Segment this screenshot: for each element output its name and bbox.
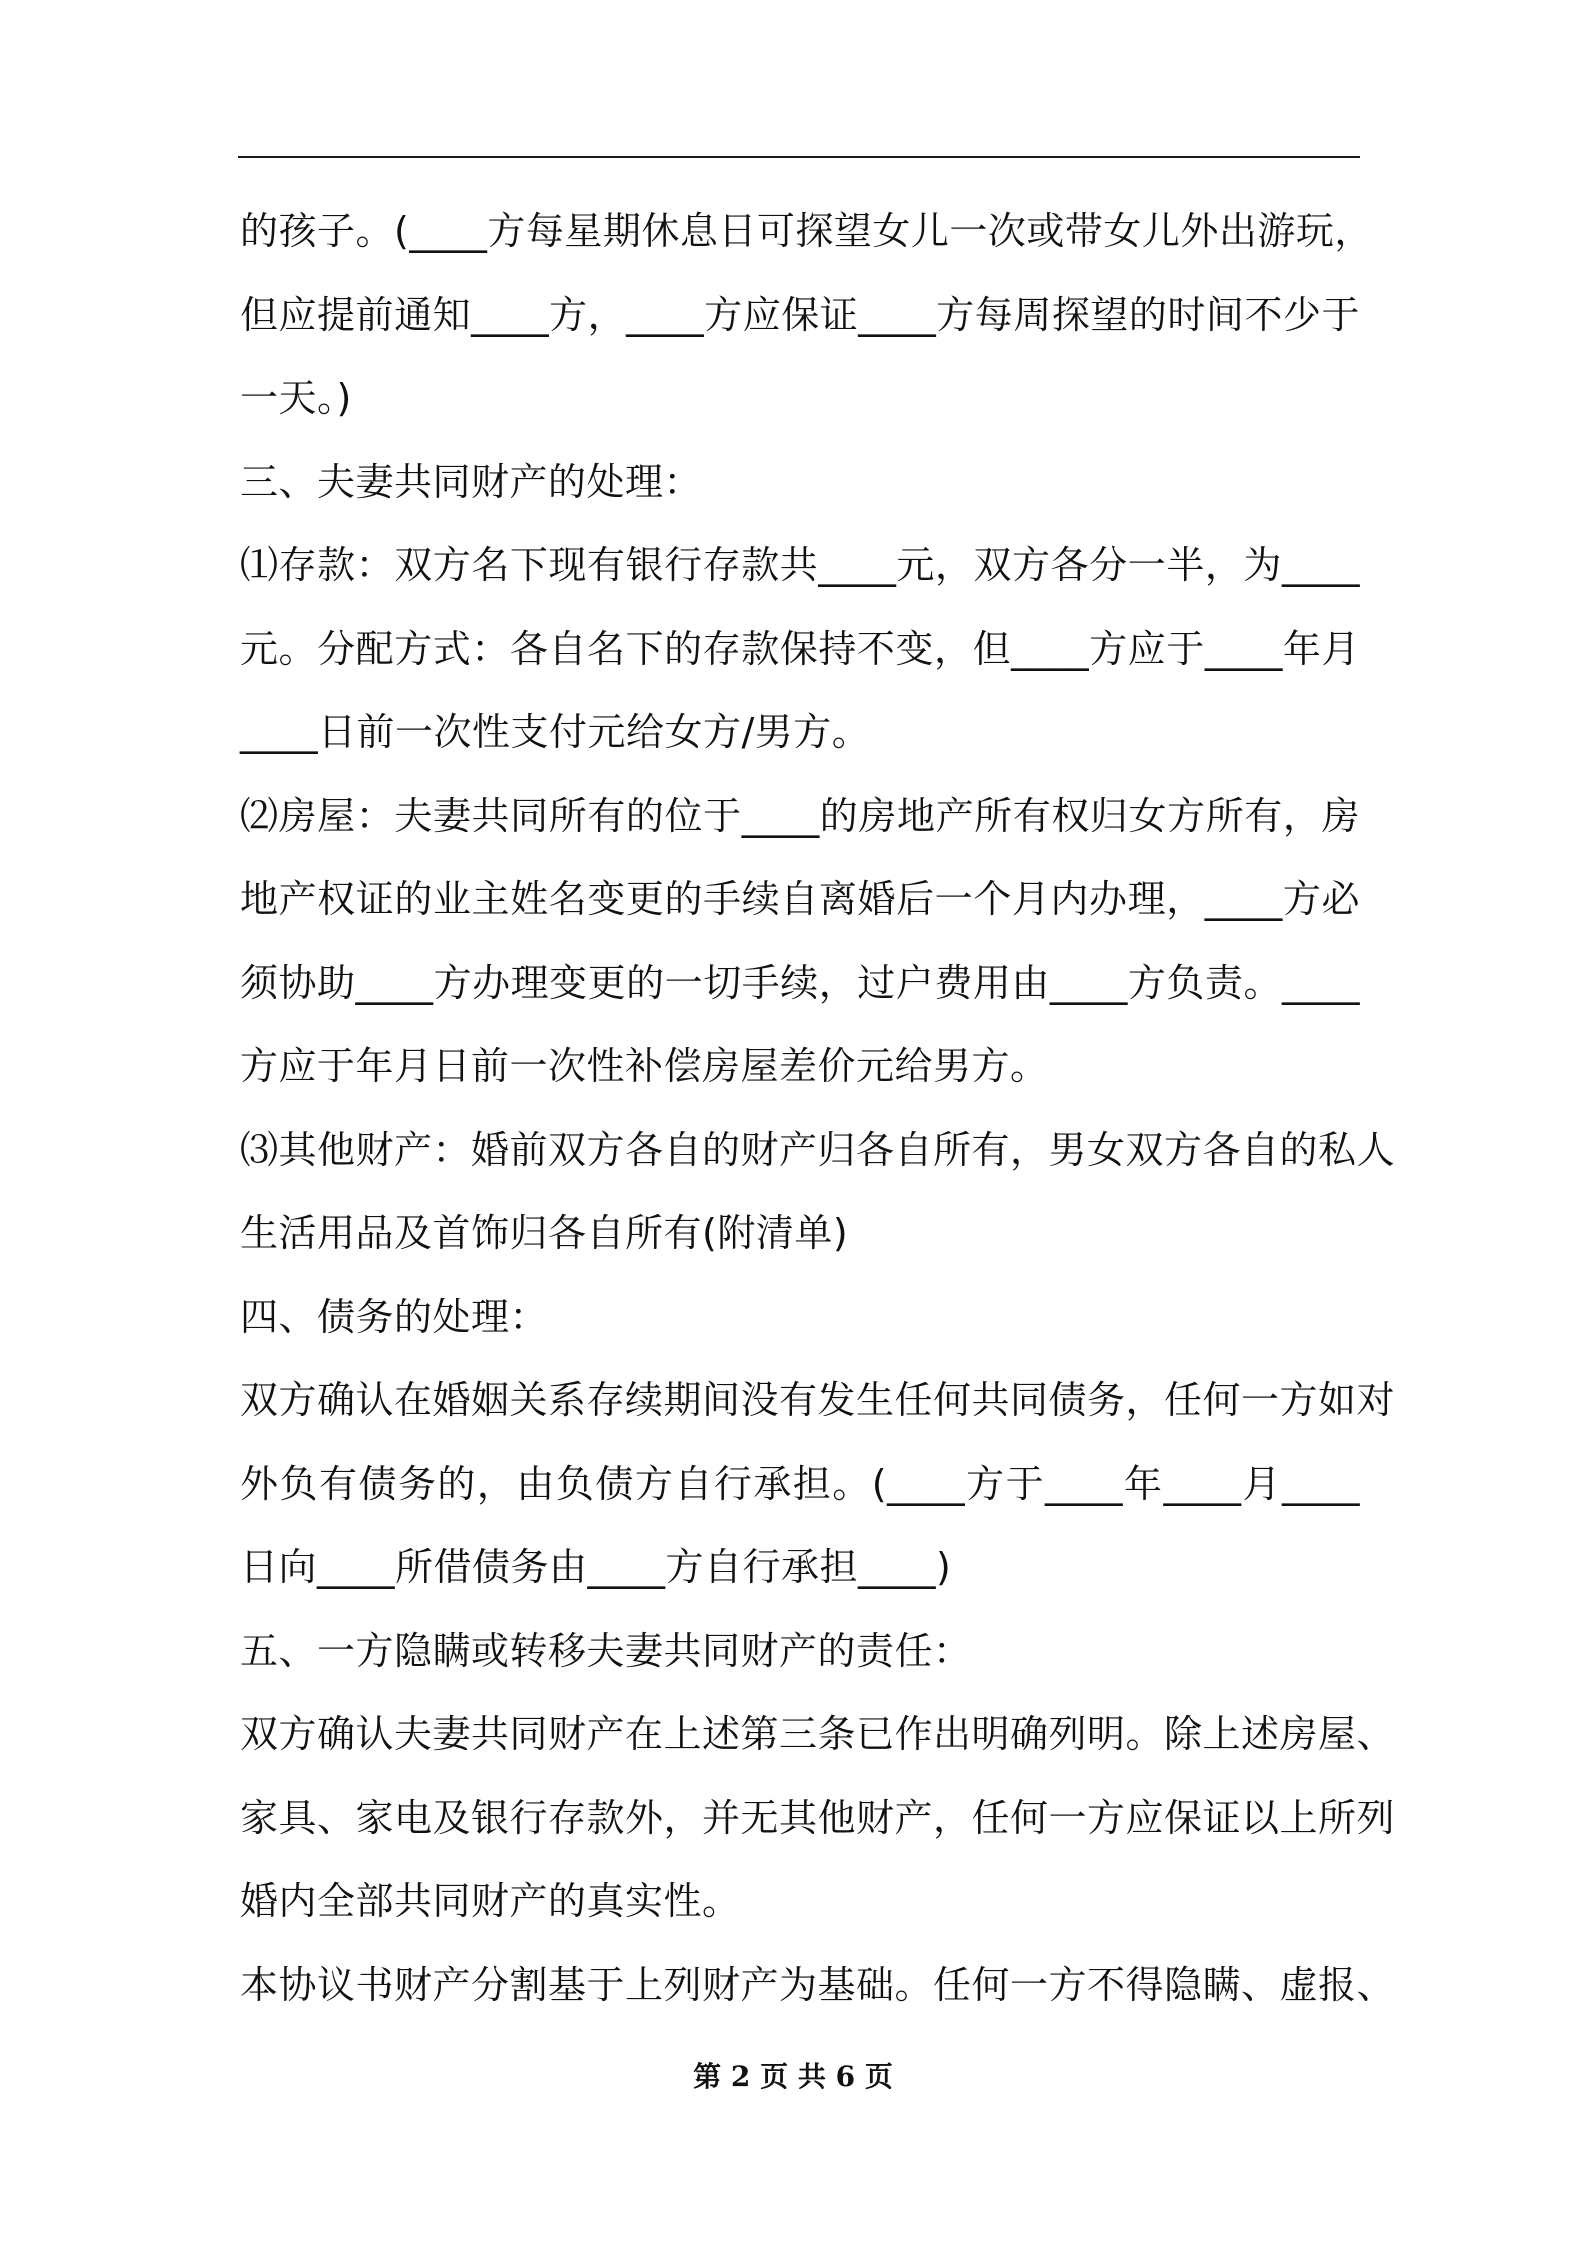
text-line: 一天。) [240,376,352,420]
text-line: ____日前一次性支付元给女方/男方。 [240,710,871,754]
text-line: 地产权证的业主姓名变更的手续自离婚后一个月内办理，____方必 [240,877,1360,921]
document-body [240,190,1396,2027]
header-rule [238,156,1360,158]
text-line: 的孩子。(____方每星期休息日可探望女儿一次或带女儿外出游玩， [240,209,1373,253]
text-line: 方应于年月日前一次性补偿房屋差价元给男方。 [240,1044,1049,1088]
text-line: 生活用品及首饰归各自所有(附清单) [240,1211,849,1255]
section-heading: 四、债务的处理： [240,1294,549,1339]
text-line: 双方确认在婚姻关系存续期间没有发生任何共同债务，任何一方如对 [240,1378,1396,1422]
text-line: 日向____所借债务由____方自行承担____) [240,1545,952,1589]
text-line: 元。分配方式：各自名下的存款保持不变，但____方应于____年月 [240,626,1360,671]
section-heading: 五、一方隐瞒或转移夫妻共同财产的责任： [240,1628,972,1673]
section-heading: 三、夫妻共同财产的处理： [240,459,703,504]
text-line: ⑵房屋：夫妻共同所有的位于____的房地产所有权归女方所有，房 [240,793,1360,838]
page-number: 第 2 页 共 6 页 [693,2060,893,2093]
text-line: 本协议书财产分割基于上列财产为基础。任何一方不得隐瞒、虚报、 [240,1962,1396,2007]
text-line: 但应提前通知____方，____方应保证____方每周探望的时间不少于 [240,292,1360,337]
text-line: 外负有债务的，由负债方自行承担。(____方于____年____月____ [240,1461,1360,1506]
text-line: 双方确认夫妻共同财产在上述第三条已作出明确列明。除上述房屋、 [240,1712,1396,1756]
text-line: ⑴存款：双方名下现有银行存款共____元，双方各分一半，为____ [240,543,1360,587]
text-line: 婚内全部共同财产的真实性。 [240,1879,741,1923]
text-line: 须协助____方办理变更的一切手续，过户费用由____方负责。____ [240,960,1360,1005]
text-line: 家具、家电及银行存款外，并无其他财产，任何一方应保证以上所列 [240,1795,1396,1840]
text-line: ⑶其他财产：婚前双方各自的财产归各自所有，男女双方各自的私人 [240,1127,1396,1172]
